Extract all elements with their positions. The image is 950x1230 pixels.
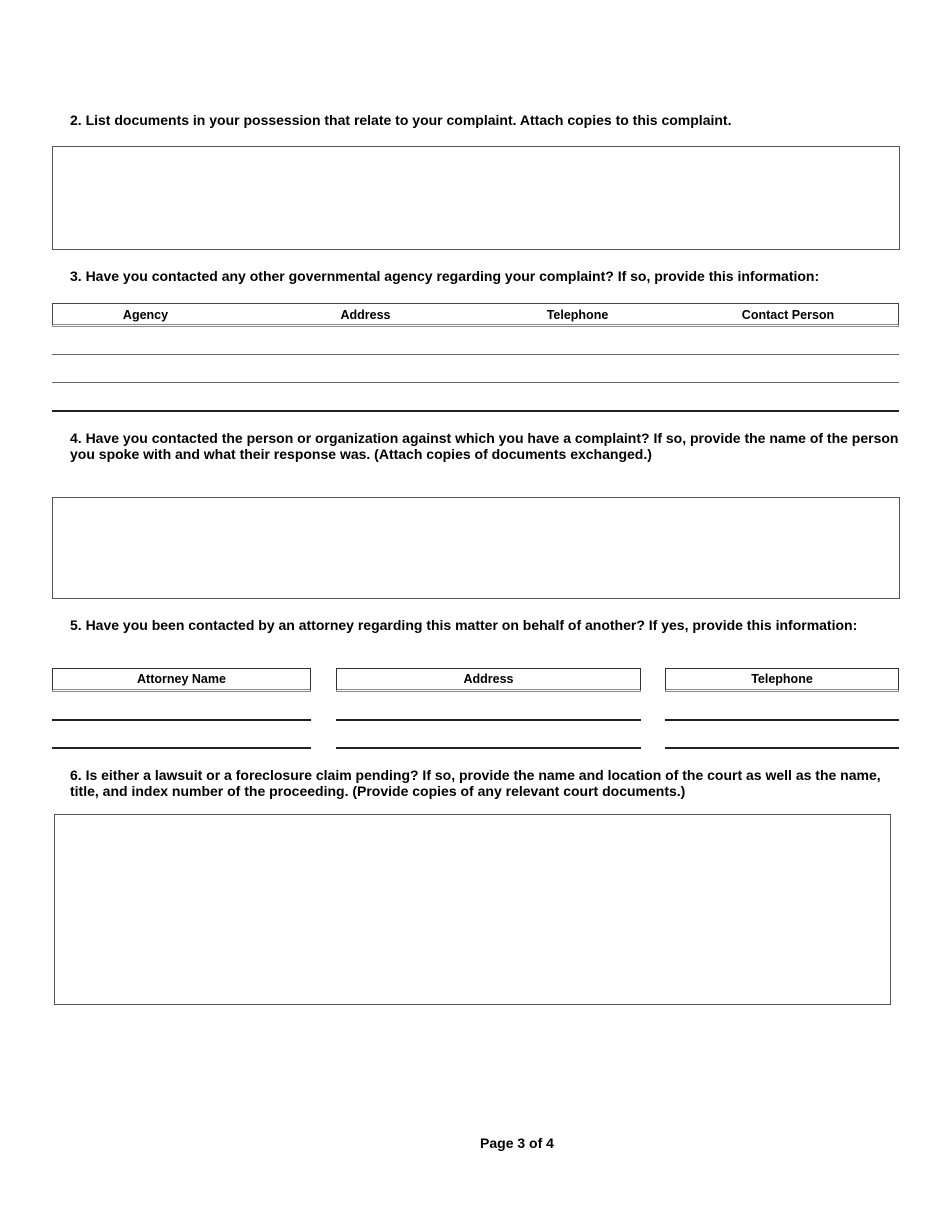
attorney-telephone-header: Telephone [665, 668, 899, 692]
question-6-label [70, 767, 900, 799]
attorney-name-line-1[interactable] [52, 719, 311, 721]
attorney-address-line-2[interactable] [336, 747, 641, 749]
lawsuit-details-textarea[interactable] [54, 814, 891, 1005]
contact-person-column-header: Contact Person [741, 308, 835, 322]
question-4-line-1: 4. Have you contacted the person or organization against which you have a complaint? If so, provide the name of the person [70, 430, 899, 446]
agency-entry-line-3[interactable] [52, 410, 899, 412]
documents-textarea[interactable] [52, 146, 900, 250]
page-number: Page 3 of 4 [480, 1135, 554, 1151]
agency-table-header [52, 303, 899, 327]
question-4-line-2: you spoke with and what their response was. (Attach copies of documents exchanged.) [70, 446, 652, 462]
question-3-label: 3. Have you contacted any other governmental agency regarding your complaint? If so, provide this information: [70, 268, 820, 284]
attorney-name-header: Attorney Name [52, 668, 311, 692]
question-6-line-1: 6. Is either a lawsuit or a foreclosure claim pending? If so, provide the name and location of the court as well as the name, [70, 767, 881, 783]
question-6-line-2: title, and index number of the proceeding. (Provide copies of any relevant court documents.) [70, 783, 686, 799]
agency-entry-line-1[interactable] [52, 354, 899, 355]
telephone-column-header: Telephone [546, 308, 609, 322]
contact-response-textarea[interactable] [52, 497, 900, 599]
attorney-telephone-line-2[interactable] [665, 747, 899, 749]
attorney-telephone-line-1[interactable] [665, 719, 899, 721]
attorney-address-header: Address [336, 668, 641, 692]
attorney-name-line-2[interactable] [52, 747, 311, 749]
agency-column-header: Agency [122, 308, 169, 322]
attorney-address-line-1[interactable] [336, 719, 641, 721]
question-5-label: 5. Have you been contacted by an attorney regarding this matter on behalf of another? If yes, provide this information: [70, 617, 858, 633]
address-column-header: Address [340, 308, 391, 322]
question-4-label [70, 430, 900, 462]
agency-entry-line-2[interactable] [52, 382, 899, 383]
question-2-label: 2. List documents in your possession that relate to your complaint. Attach copies to this complaint. [70, 112, 732, 128]
